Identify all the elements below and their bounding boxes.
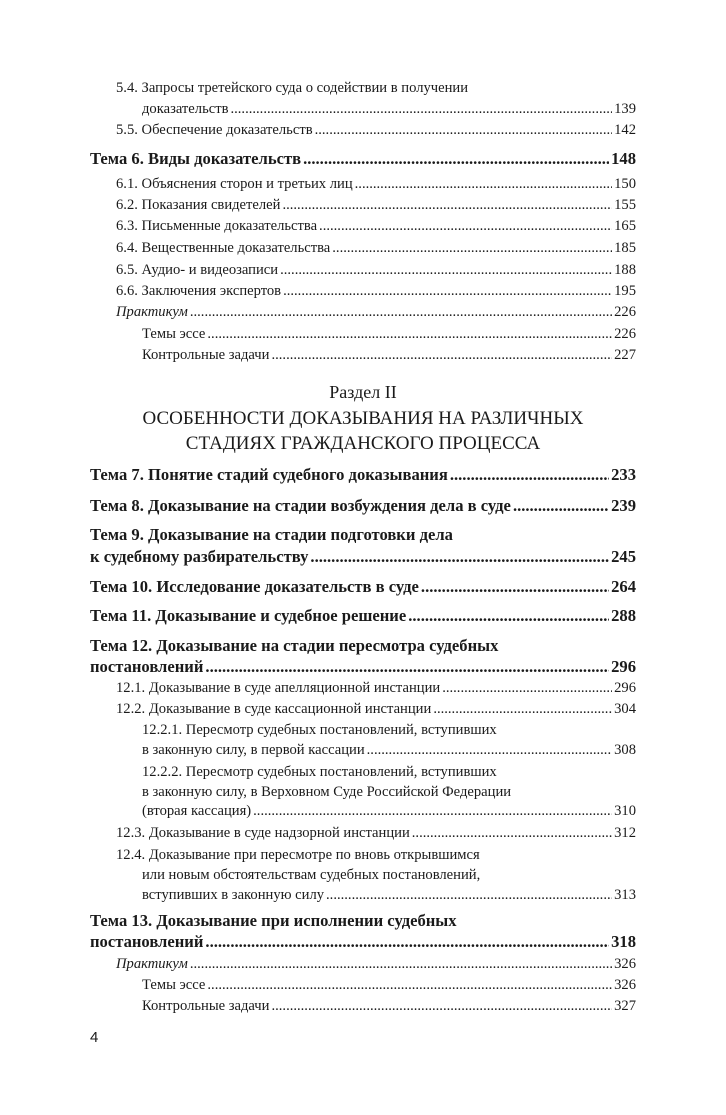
page-ref: 310	[614, 803, 636, 819]
page-ref: 148	[611, 149, 636, 168]
page-ref: 312	[614, 825, 636, 841]
page-ref: 304	[614, 701, 636, 717]
section-title-line-2: СТАДИЯХ ГРАЖДАНСКОГО ПРОЦЕССА	[185, 433, 541, 454]
toc-topic-7: Тема 7. Понятие стадий судебного доказывания ..... 233	[90, 465, 636, 485]
toc-entry-12-2-2-cont2: (вторая кассация) ..... 310	[142, 803, 636, 820]
toc-essay-topics: Темы эссе ..... 226	[142, 326, 636, 343]
toc-entry-6-2: 6.2. Показания свидетелей ..... 155	[116, 197, 636, 214]
page-ref: 318	[611, 932, 636, 951]
toc-entry-12-4-cont2: вступивших в законную силу ..... 313	[142, 887, 636, 904]
toc-entry-12-2-1: 12.2.1. Пересмотр судебных постановлений, вступивших	[142, 722, 497, 738]
toc-entry-6-5: 6.5. Аудио- и видеозаписи ..... 188	[116, 262, 636, 279]
page-ref: 296	[611, 657, 636, 676]
page-ref: 226	[614, 304, 636, 320]
page-ref: 185	[614, 240, 636, 256]
page-ref: 264	[611, 577, 636, 596]
page-ref: 288	[611, 606, 636, 625]
toc-topic-12-cont: постановлений ..... 296	[90, 657, 636, 677]
page-ref: 150	[614, 176, 636, 192]
page-ref: 239	[611, 496, 636, 515]
toc-entry-12-4: 12.4. Доказывание при пересмотре по вновь открывшимся	[116, 847, 480, 863]
toc-entry-12-2-2: 12.2.2. Пересмотр судебных постановлений, вступивших	[142, 764, 497, 780]
page-ref: 155	[614, 197, 636, 213]
toc-entry-12-2-2-cont: в законную силу, в Верховном Суде Российской Федерации	[142, 784, 512, 800]
page-ref: 142	[614, 122, 636, 138]
toc-entry-5-5: 5.5. Обеспечение доказательств ..... 142	[116, 122, 636, 139]
page-ref: 326	[614, 956, 636, 972]
toc-entry-12-2: 12.2. Доказывание в суде кассационной инстанции ..... 304	[116, 701, 636, 718]
toc-topic-11: Тема 11. Доказывание и судебное решение ..... 288	[90, 606, 636, 626]
toc-control-tasks: Контрольные задачи ..... 227	[142, 347, 636, 364]
section-title-line-1: ОСОБЕННОСТИ ДОКАЗЫВАНИЯ НА РАЗЛИЧНЫХ	[142, 408, 584, 429]
toc-entry-6-1: 6.1. Объяснения сторон и третьих лиц ..... 150	[116, 176, 636, 193]
toc-topic-8: Тема 8. Доказывание на стадии возбуждения дела в суде ..... 239	[90, 496, 636, 516]
page-ref: 226	[614, 326, 636, 342]
page-ref: 327	[614, 998, 636, 1014]
section-label: Раздел II	[329, 382, 397, 402]
page-ref: 296	[614, 680, 636, 696]
toc-entry-5-4: 5.4. Запросы третейского суда о содействии в получении	[116, 80, 469, 96]
toc-entry-6-3: 6.3. Письменные доказательства ..... 165	[116, 218, 636, 235]
page-number: 4	[90, 1029, 99, 1046]
toc-topic-9-cont: к судебному разбирательству ..... 245	[90, 547, 636, 567]
page-ref: 308	[614, 742, 636, 758]
toc-entry-12-4-cont: или новым обстоятельствам судебных постановлений,	[142, 867, 481, 883]
page-ref: 227	[614, 347, 636, 363]
toc-topic-6: Тема 6. Виды доказательств ..... 148	[90, 149, 636, 169]
toc-entry-12-1: 12.1. Доказывание в суде апелляционной инстанции ..... 296	[116, 680, 636, 697]
toc-practicum: Практикум ..... 226	[116, 304, 636, 321]
page-ref: 165	[614, 218, 636, 234]
toc-essay-topics-2: Темы эссе ..... 326	[142, 977, 636, 994]
toc-entry-6-4: 6.4. Вещественные доказательства ..... 185	[116, 240, 636, 257]
toc-entry-12-3: 12.3. Доказывание в суде надзорной инстанции ..... 312	[116, 825, 636, 842]
toc-entry-5-4-cont: доказательств ..... 139	[142, 101, 636, 118]
page-ref: 188	[614, 262, 636, 278]
page-ref: 326	[614, 977, 636, 993]
toc-practicum-2: Практикум ..... 326	[116, 956, 636, 973]
toc-topic-12: Тема 12. Доказывание на стадии пересмотра судебных	[90, 636, 499, 655]
page-ref: 233	[611, 465, 636, 484]
page-ref: 313	[614, 887, 636, 903]
toc-entry-12-2-1-cont: в законную силу, в первой кассации ..... 308	[142, 742, 636, 759]
toc-control-tasks-2: Контрольные задачи ..... 327	[142, 998, 636, 1015]
toc-topic-10: Тема 10. Исследование доказательств в суде ..... 264	[90, 577, 636, 597]
page-ref: 139	[614, 101, 636, 117]
toc-topic-9: Тема 9. Доказывание на стадии подготовки дела	[90, 525, 453, 544]
page-ref: 245	[611, 547, 636, 566]
page-ref: 195	[614, 283, 636, 299]
toc-topic-13: Тема 13. Доказывание при исполнении судебных	[90, 911, 457, 930]
toc-topic-13-cont: постановлений ..... 318	[90, 932, 636, 952]
toc-entry-6-6: 6.6. Заключения экспертов ..... 195	[116, 283, 636, 300]
